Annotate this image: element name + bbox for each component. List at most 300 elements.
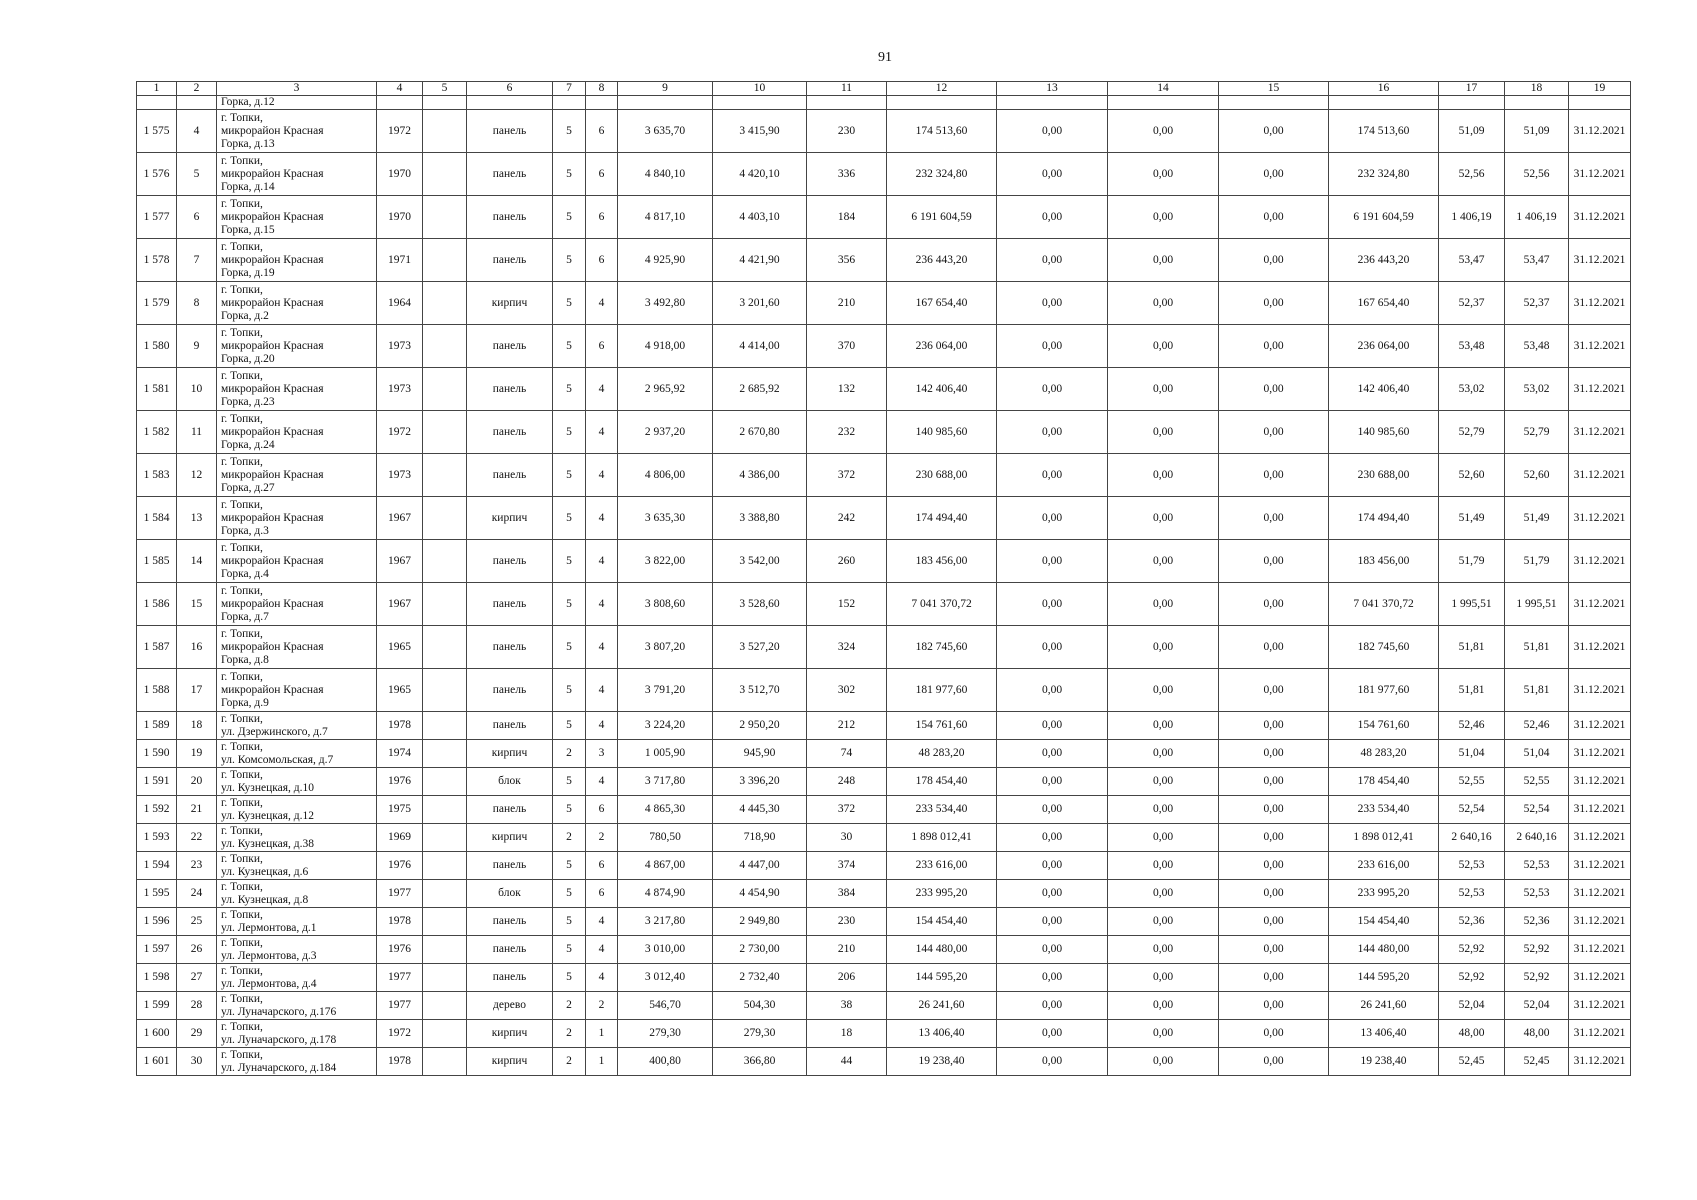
entrances: 6 (586, 880, 618, 908)
item-number: 8 (177, 282, 217, 325)
col-5 (423, 796, 467, 824)
entrances: 4 (586, 626, 618, 669)
address-cell (217, 497, 377, 540)
deadline-date: 31.12.2021 (1569, 325, 1631, 368)
address-line: г. Топки, (221, 992, 263, 1005)
year-built: 1976 (377, 852, 423, 880)
deadline-date: 31.12.2021 (1569, 880, 1631, 908)
col-15: 0,00 (1219, 880, 1329, 908)
address-line: микрорайон Красная (221, 339, 324, 352)
year-built: 1967 (377, 583, 423, 626)
cost-total: 48 283,20 (887, 740, 997, 768)
col-18: 51,49 (1505, 497, 1569, 540)
table-row (137, 768, 1631, 796)
empty-cell (137, 96, 177, 110)
column-header-18: 18 (1505, 82, 1569, 96)
column-header-4: 4 (377, 82, 423, 96)
col-17: 52,36 (1439, 908, 1505, 936)
col-13: 0,00 (997, 540, 1108, 583)
residents: 230 (807, 908, 887, 936)
col-18: 52,53 (1505, 880, 1569, 908)
address-line: микрорайон Красная (221, 511, 324, 524)
deadline-date: 31.12.2021 (1569, 1048, 1631, 1076)
floors: 5 (553, 880, 586, 908)
col-5 (423, 936, 467, 964)
deadline-date: 31.12.2021 (1569, 908, 1631, 936)
residents: 260 (807, 540, 887, 583)
address-line: г. Топки, (221, 670, 263, 683)
col-14: 0,00 (1108, 325, 1219, 368)
floors: 5 (553, 368, 586, 411)
total-area: 4 918,00 (618, 325, 713, 368)
col-5 (423, 740, 467, 768)
cost-total: 178 454,40 (887, 768, 997, 796)
living-area: 3 527,20 (713, 626, 807, 669)
address-line: Горка, д.8 (221, 653, 269, 666)
deadline-date: 31.12.2021 (1569, 936, 1631, 964)
address-line: г. Топки, (221, 111, 263, 124)
table-row (137, 712, 1631, 740)
living-area: 279,30 (713, 1020, 807, 1048)
record-number: 1 590 (137, 740, 177, 768)
cost-total: 13 406,40 (887, 1020, 997, 1048)
table-body (137, 96, 1631, 1076)
address-line: ул. Кузнецкая, д.10 (221, 781, 315, 794)
col-5 (423, 992, 467, 1020)
wall-material: дерево (467, 992, 553, 1020)
cost-total: 182 745,60 (887, 626, 997, 669)
table-row (137, 852, 1631, 880)
col-18: 52,60 (1505, 454, 1569, 497)
col-18: 52,53 (1505, 852, 1569, 880)
col-15: 0,00 (1219, 1048, 1329, 1076)
col-18: 52,92 (1505, 936, 1569, 964)
col-13: 0,00 (997, 824, 1108, 852)
col-16-total: 230 688,00 (1329, 454, 1439, 497)
col-18: 52,46 (1505, 712, 1569, 740)
cost-total: 26 241,60 (887, 992, 997, 1020)
item-number: 23 (177, 852, 217, 880)
address-line: г. Топки, (221, 712, 263, 725)
col-15: 0,00 (1219, 796, 1329, 824)
col-17: 51,09 (1439, 110, 1505, 153)
column-header-3: 3 (217, 82, 377, 96)
empty-cell (1439, 96, 1505, 110)
floors: 5 (553, 669, 586, 712)
item-number: 16 (177, 626, 217, 669)
col-15: 0,00 (1219, 1020, 1329, 1048)
col-5 (423, 454, 467, 497)
address-line: ул. Кузнецкая, д.12 (221, 809, 315, 822)
total-area: 3 791,20 (618, 669, 713, 712)
address-line: г. Топки, (221, 240, 263, 253)
address-line: микрорайон Красная (221, 124, 324, 137)
address-cell (217, 1020, 377, 1048)
col-16-total: 236 443,20 (1329, 239, 1439, 282)
col-14: 0,00 (1108, 712, 1219, 740)
year-built: 1965 (377, 626, 423, 669)
col-18: 2 640,16 (1505, 824, 1569, 852)
col-5 (423, 626, 467, 669)
col-13: 0,00 (997, 1020, 1108, 1048)
col-16-total: 154 761,60 (1329, 712, 1439, 740)
residents: 44 (807, 1048, 887, 1076)
record-number: 1 592 (137, 796, 177, 824)
entrances: 1 (586, 1048, 618, 1076)
floors: 2 (553, 992, 586, 1020)
address-line: ул. Дзержинского, д.7 (221, 725, 328, 738)
col-17: 52,92 (1439, 964, 1505, 992)
record-number: 1 584 (137, 497, 177, 540)
col-16-total: 174 513,60 (1329, 110, 1439, 153)
column-header-6: 6 (467, 82, 553, 96)
record-number: 1 594 (137, 852, 177, 880)
cost-total: 1 898 012,41 (887, 824, 997, 852)
col-14: 0,00 (1108, 411, 1219, 454)
col-13: 0,00 (997, 908, 1108, 936)
deadline-date: 31.12.2021 (1569, 992, 1631, 1020)
col-15: 0,00 (1219, 824, 1329, 852)
record-number: 1 588 (137, 669, 177, 712)
wall-material: панель (467, 411, 553, 454)
record-number: 1 577 (137, 196, 177, 239)
entrances: 4 (586, 368, 618, 411)
col-17: 2 640,16 (1439, 824, 1505, 852)
column-header-15: 15 (1219, 82, 1329, 96)
deadline-date: 31.12.2021 (1569, 740, 1631, 768)
living-area: 366,80 (713, 1048, 807, 1076)
deadline-date: 31.12.2021 (1569, 852, 1631, 880)
address-cell (217, 1048, 377, 1076)
table-row (137, 992, 1631, 1020)
col-16-total: 6 191 604,59 (1329, 196, 1439, 239)
col-13: 0,00 (997, 325, 1108, 368)
address-line: ул. Комсомольская, д.7 (221, 753, 334, 766)
item-number: 28 (177, 992, 217, 1020)
col-18: 52,55 (1505, 768, 1569, 796)
floors: 2 (553, 740, 586, 768)
table-row (137, 110, 1631, 153)
living-area: 3 528,60 (713, 583, 807, 626)
address-line: г. Топки, (221, 584, 263, 597)
col-14: 0,00 (1108, 282, 1219, 325)
address-cell (217, 964, 377, 992)
col-13: 0,00 (997, 454, 1108, 497)
total-area: 3 635,70 (618, 110, 713, 153)
year-built: 1972 (377, 1020, 423, 1048)
column-header-2: 2 (177, 82, 217, 96)
address-line: Горка, д.9 (221, 696, 269, 709)
address-line: ул. Луначарского, д.184 (221, 1061, 337, 1074)
address-line: г. Топки, (221, 627, 263, 640)
col-16-total: 144 480,00 (1329, 936, 1439, 964)
entrances: 4 (586, 669, 618, 712)
col-15: 0,00 (1219, 411, 1329, 454)
cost-total: 6 191 604,59 (887, 196, 997, 239)
col-13: 0,00 (997, 282, 1108, 325)
col-13: 0,00 (997, 669, 1108, 712)
col-16-total: 7 041 370,72 (1329, 583, 1439, 626)
wall-material: кирпич (467, 282, 553, 325)
wall-material: кирпич (467, 1020, 553, 1048)
wall-material: панель (467, 583, 553, 626)
residents: 370 (807, 325, 887, 368)
col-15: 0,00 (1219, 583, 1329, 626)
entrances: 4 (586, 411, 618, 454)
item-number: 5 (177, 153, 217, 196)
record-number: 1 598 (137, 964, 177, 992)
total-area: 400,80 (618, 1048, 713, 1076)
col-13: 0,00 (997, 411, 1108, 454)
total-area: 3 010,00 (618, 936, 713, 964)
total-area: 3 224,20 (618, 712, 713, 740)
floors: 5 (553, 964, 586, 992)
col-16-total: 19 238,40 (1329, 1048, 1439, 1076)
residents: 232 (807, 411, 887, 454)
living-area: 3 388,80 (713, 497, 807, 540)
address-line: микрорайон Красная (221, 210, 324, 223)
col-13: 0,00 (997, 964, 1108, 992)
empty-cell (887, 96, 997, 110)
address-line: г. Топки, (221, 796, 263, 809)
address-line: Горка, д.14 (221, 180, 275, 193)
table-row (137, 368, 1631, 411)
col-18: 51,04 (1505, 740, 1569, 768)
table-row (137, 239, 1631, 282)
col-14: 0,00 (1108, 740, 1219, 768)
col-5 (423, 239, 467, 282)
table-row (137, 196, 1631, 239)
address-line: Горка, д.13 (221, 137, 275, 150)
col-15: 0,00 (1219, 153, 1329, 196)
wall-material: панель (467, 153, 553, 196)
col-14: 0,00 (1108, 497, 1219, 540)
address-line: г. Топки, (221, 369, 263, 382)
floors: 5 (553, 411, 586, 454)
item-number: 6 (177, 196, 217, 239)
address-line: г. Топки, (221, 197, 263, 210)
year-built: 1978 (377, 1048, 423, 1076)
table-row (137, 153, 1631, 196)
wall-material: панель (467, 325, 553, 368)
table-row (137, 964, 1631, 992)
floors: 5 (553, 852, 586, 880)
wall-material: панель (467, 110, 553, 153)
col-17: 51,81 (1439, 669, 1505, 712)
deadline-date: 31.12.2021 (1569, 282, 1631, 325)
col-18: 53,48 (1505, 325, 1569, 368)
col-13: 0,00 (997, 992, 1108, 1020)
column-header-10: 10 (713, 82, 807, 96)
year-built: 1973 (377, 325, 423, 368)
item-number: 20 (177, 768, 217, 796)
col-5 (423, 411, 467, 454)
cost-total: 233 995,20 (887, 880, 997, 908)
col-13: 0,00 (997, 796, 1108, 824)
col-17: 51,04 (1439, 740, 1505, 768)
address-line: ул. Кузнецкая, д.8 (221, 893, 309, 906)
table-row (137, 880, 1631, 908)
address-cell (217, 880, 377, 908)
col-18: 1 995,51 (1505, 583, 1569, 626)
col-16-total: 182 745,60 (1329, 626, 1439, 669)
deadline-date: 31.12.2021 (1569, 712, 1631, 740)
col-18: 52,04 (1505, 992, 1569, 1020)
floors: 5 (553, 712, 586, 740)
col-18: 52,54 (1505, 796, 1569, 824)
record-number: 1 587 (137, 626, 177, 669)
column-header-14: 14 (1108, 82, 1219, 96)
column-header-11: 11 (807, 82, 887, 96)
col-16-total: 236 064,00 (1329, 325, 1439, 368)
wall-material: панель (467, 454, 553, 497)
col-14: 0,00 (1108, 153, 1219, 196)
address-cell (217, 454, 377, 497)
cost-total: 181 977,60 (887, 669, 997, 712)
address-line: г. Топки, (221, 326, 263, 339)
residents: 74 (807, 740, 887, 768)
record-number: 1 575 (137, 110, 177, 153)
col-17: 52,56 (1439, 153, 1505, 196)
table-row (137, 583, 1631, 626)
living-area: 4 445,30 (713, 796, 807, 824)
cost-total: 174 494,40 (887, 497, 997, 540)
cost-total: 233 534,40 (887, 796, 997, 824)
item-number: 30 (177, 1048, 217, 1076)
col-14: 0,00 (1108, 669, 1219, 712)
address-line: Горка, д.3 (221, 524, 269, 537)
address-line: г. Топки, (221, 936, 263, 949)
total-area: 3 822,00 (618, 540, 713, 583)
col-18: 51,09 (1505, 110, 1569, 153)
address-line: г. Топки, (221, 1020, 263, 1033)
living-area: 4 386,00 (713, 454, 807, 497)
address-line: г. Топки, (221, 768, 263, 781)
col-5 (423, 196, 467, 239)
col-16-total: 167 654,40 (1329, 282, 1439, 325)
address-line: Горка, д.15 (221, 223, 275, 236)
continuation-row (137, 96, 1631, 110)
cost-total: 230 688,00 (887, 454, 997, 497)
floors: 2 (553, 1048, 586, 1076)
col-15: 0,00 (1219, 497, 1329, 540)
empty-cell (997, 96, 1108, 110)
residents: 38 (807, 992, 887, 1020)
residents: 372 (807, 796, 887, 824)
living-area: 3 201,60 (713, 282, 807, 325)
col-5 (423, 712, 467, 740)
floors: 5 (553, 282, 586, 325)
address-cell (217, 110, 377, 153)
year-built: 1971 (377, 239, 423, 282)
living-area: 4 414,00 (713, 325, 807, 368)
cost-total: 142 406,40 (887, 368, 997, 411)
item-number: 24 (177, 880, 217, 908)
record-number: 1 583 (137, 454, 177, 497)
address-line: Горка, д.2 (221, 309, 269, 322)
col-17: 51,81 (1439, 626, 1505, 669)
empty-cell (713, 96, 807, 110)
address-cell (217, 239, 377, 282)
address-line: г. Топки, (221, 964, 263, 977)
address-line: микрорайон Красная (221, 468, 324, 481)
record-number: 1 580 (137, 325, 177, 368)
address-line: микрорайон Красная (221, 253, 324, 266)
address-cell (217, 992, 377, 1020)
address-line: микрорайон Красная (221, 597, 324, 610)
total-area: 3 492,80 (618, 282, 713, 325)
year-built: 1972 (377, 110, 423, 153)
residents: 324 (807, 626, 887, 669)
column-header-16: 16 (1329, 82, 1439, 96)
column-header-9: 9 (618, 82, 713, 96)
col-15: 0,00 (1219, 282, 1329, 325)
cost-total: 144 480,00 (887, 936, 997, 964)
address-line: г. Топки, (221, 880, 263, 893)
col-13: 0,00 (997, 880, 1108, 908)
entrances: 4 (586, 282, 618, 325)
col-16-total: 233 616,00 (1329, 852, 1439, 880)
address-line: Горка, д.7 (221, 610, 269, 623)
col-18: 52,56 (1505, 153, 1569, 196)
col-16-total: 13 406,40 (1329, 1020, 1439, 1048)
record-number: 1 576 (137, 153, 177, 196)
living-area: 3 396,20 (713, 768, 807, 796)
col-14: 0,00 (1108, 852, 1219, 880)
residents: 184 (807, 196, 887, 239)
cost-total: 236 064,00 (887, 325, 997, 368)
residents: 230 (807, 110, 887, 153)
col-14: 0,00 (1108, 239, 1219, 282)
col-16-total: 144 595,20 (1329, 964, 1439, 992)
wall-material: панель (467, 368, 553, 411)
table-row (137, 1020, 1631, 1048)
col-13: 0,00 (997, 368, 1108, 411)
address-line: г. Топки, (221, 154, 263, 167)
total-area: 279,30 (618, 1020, 713, 1048)
col-16-total: 48 283,20 (1329, 740, 1439, 768)
col-17: 52,04 (1439, 992, 1505, 1020)
item-number: 14 (177, 540, 217, 583)
total-area: 3 807,20 (618, 626, 713, 669)
living-area: 2 730,00 (713, 936, 807, 964)
address-cell (217, 368, 377, 411)
col-14: 0,00 (1108, 992, 1219, 1020)
floors: 2 (553, 1020, 586, 1048)
deadline-date: 31.12.2021 (1569, 239, 1631, 282)
wall-material: панель (467, 712, 553, 740)
column-header-1: 1 (137, 82, 177, 96)
col-14: 0,00 (1108, 768, 1219, 796)
col-5 (423, 768, 467, 796)
col-16-total: 233 534,40 (1329, 796, 1439, 824)
entrances: 6 (586, 196, 618, 239)
record-number: 1 601 (137, 1048, 177, 1076)
col-17: 52,60 (1439, 454, 1505, 497)
residents: 356 (807, 239, 887, 282)
total-area: 3 808,60 (618, 583, 713, 626)
entrances: 4 (586, 908, 618, 936)
col-17: 52,46 (1439, 712, 1505, 740)
floors: 5 (553, 454, 586, 497)
col-14: 0,00 (1108, 824, 1219, 852)
col-13: 0,00 (997, 583, 1108, 626)
address-cell (217, 540, 377, 583)
table-row (137, 454, 1631, 497)
address-line: ул. Луначарского, д.176 (221, 1005, 337, 1018)
item-number: 15 (177, 583, 217, 626)
year-built: 1976 (377, 768, 423, 796)
